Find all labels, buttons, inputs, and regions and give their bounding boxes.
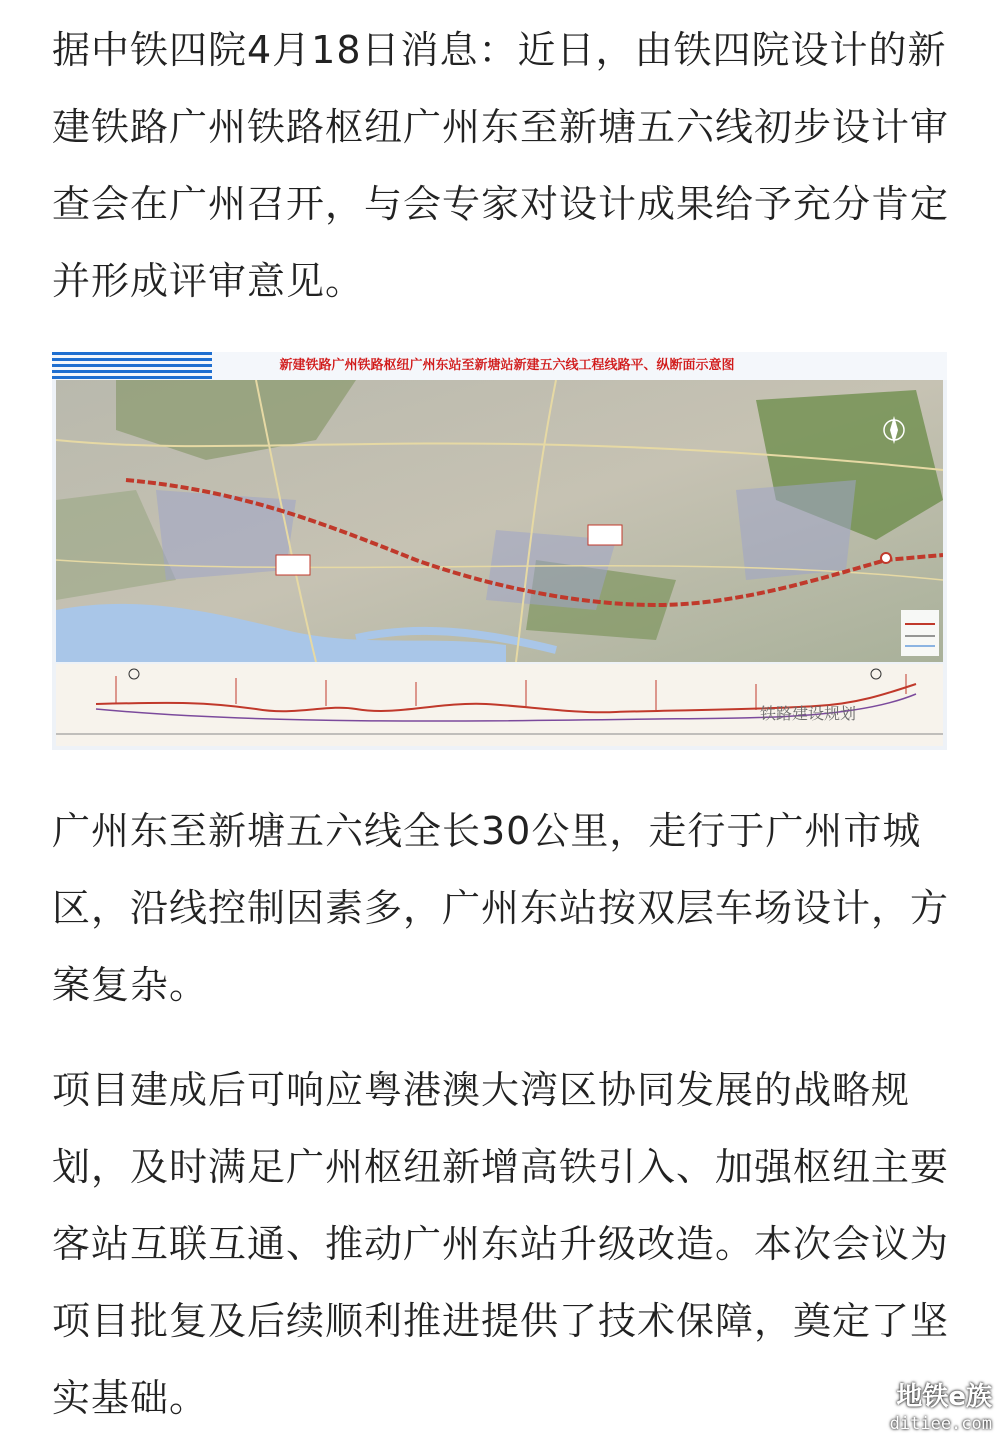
title-stripe-decoration	[52, 352, 212, 380]
site-watermark	[852, 1381, 992, 1443]
site-watermark-name: 地铁e族	[896, 1382, 992, 1412]
route-plan-map	[56, 380, 943, 662]
figure-title: 新建铁路广州铁路枢纽广州东站至新塘站新建五六线工程线路平、纵断面示意图	[279, 358, 735, 373]
site-watermark-domain: ditiee.com	[889, 1414, 992, 1434]
route-map-figure	[52, 352, 947, 750]
figure-title-bar	[52, 352, 947, 380]
article-paragraph-significance: 项目建成后可响应粤港澳大湾区协同发展的战略规划，及时满足广州枢纽新增高铁引入、加强枢纽主要客站互联互通、推动广州东站升级改造。本次会议为项目批复及后续顺利推进提供了技术保障，奠定了坚实基础。	[52, 1068, 950, 1420]
article-paragraph-route: 广州东至新塘五六线全长30公里，走行于广州市城区，沿线控制因素多，广州东站按双层车场设计，方案复杂。	[52, 809, 950, 1007]
figure-watermark: 铁路建设规划	[760, 704, 857, 723]
article-paragraph-intro: 据中铁四院4月18日消息：近日，由铁四院设计的新建铁路广州铁路枢纽广州东至新塘五六线初步设计审查会在广州召开，与会专家对设计成果给予充分肯定并形成评审意见。	[52, 28, 950, 303]
